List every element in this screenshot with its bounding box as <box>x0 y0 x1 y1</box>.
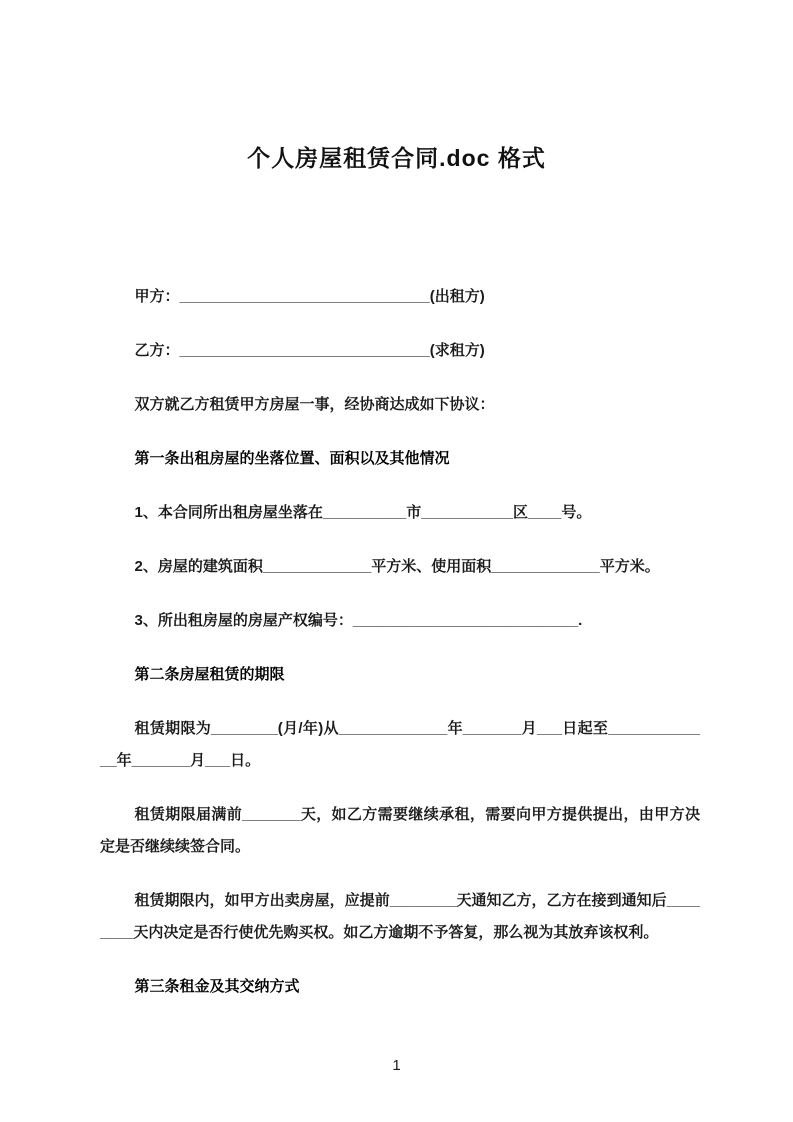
paragraph-article-1-item-2: 2、房屋的建筑面积_____________平方米、使用面积_____________平方米。 <box>134 558 660 575</box>
paragraph-article-1-item-3: 3、所出租房屋的房屋产权编号：___________________________. <box>134 612 583 629</box>
paragraph-sale-notice: 租赁期限内，如甲方出卖房屋，应提前________天通知乙方，乙方在接到通知后________天内决定是否行使优先购买权。如乙方逾期不予答复，那么视为其放弃该权利。 <box>100 892 700 941</box>
paragraph-agreement-intro: 双方就乙方租赁甲方房屋一事，经协商达成如下协议： <box>134 396 495 413</box>
paragraph-party-b: 乙方：______________________________(求租方) <box>134 342 485 359</box>
document-title: 个人房屋租赁合同.doc 格式 <box>247 145 546 171</box>
heading-article-2: 第二条房屋租赁的期限 <box>134 666 285 683</box>
heading-article-1: 第一条出租房屋的坐落位置、面积以及其他情况 <box>134 450 450 467</box>
paragraph-article-1-item-1: 1、本合同所出租房屋坐落在__________市___________区____号。 <box>134 504 592 521</box>
document-body <box>100 281 700 1003</box>
page-number: 1 <box>392 1057 401 1074</box>
paragraph-renewal-notice: 租赁期限届满前_______天，如乙方需要继续承租，需要向甲方提供提出，由甲方决定是否继续续签合同。 <box>100 806 700 855</box>
heading-article-3: 第三条租金及其交纳方式 <box>134 978 300 995</box>
paragraph-party-a: 甲方：______________________________(出租方) <box>134 288 485 305</box>
paragraph-lease-term: 租赁期限为________(月/年)从_____________年_______月___日起至_____________年_______月___日。 <box>100 720 700 769</box>
